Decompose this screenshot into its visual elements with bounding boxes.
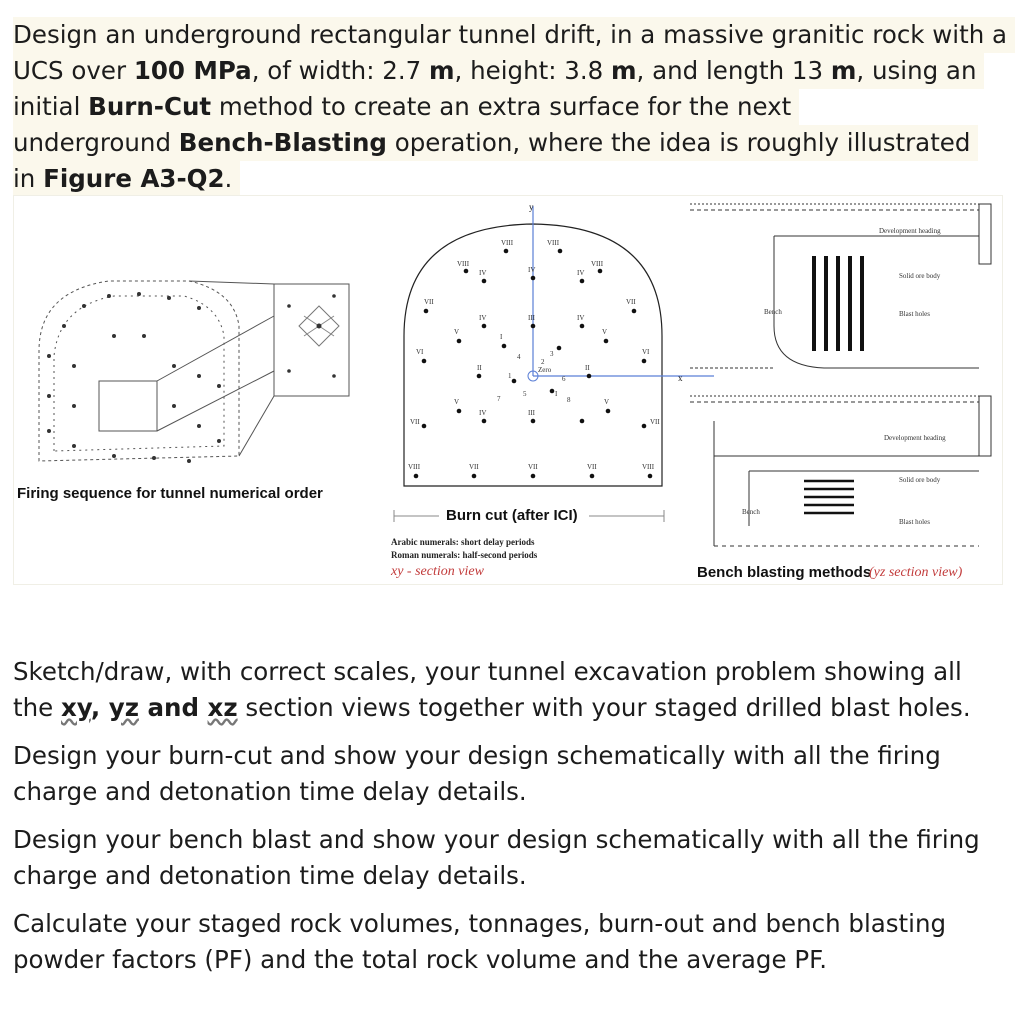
svg-text:IV: IV (479, 409, 487, 417)
svg-text:IV: IV (577, 314, 585, 322)
left-caption: Firing sequence for tunnel numerical order (17, 485, 323, 502)
svg-text:VII: VII (587, 463, 597, 471)
intro-line-3: initial Burn-Cut method to create an extra surface for the next (13, 89, 799, 125)
svg-text:8: 8 (567, 396, 571, 404)
right-caption: Bench blasting methods (697, 564, 872, 581)
svg-text:IV: IV (528, 266, 536, 274)
svg-text:4: 4 (517, 353, 521, 361)
svg-text:VIII: VIII (591, 260, 604, 268)
zero-label: Zero (538, 366, 552, 374)
svg-text:V: V (604, 398, 610, 406)
svg-text:I: I (500, 333, 503, 341)
bench-label-1: Bench (764, 308, 782, 316)
svg-text:III: III (528, 409, 535, 417)
svg-text:IV: IV (577, 269, 585, 277)
svg-text:II: II (585, 364, 590, 372)
legend-roman: Roman numerals: half-second periods (391, 550, 538, 560)
question-4: Calculate your staged rock volumes, tonnages, burn-out and bench blasting powder factors (PF) and the total rock volume and the average PF. (13, 909, 947, 974)
svg-text:VII: VII (528, 463, 538, 471)
axis-y-label: y (529, 202, 534, 212)
question-1: Sketch/draw, with correct scales, your tunnel excavation problem showing all the xy, yz and xz section views together with your staged drilled blast holes. (13, 657, 971, 722)
svg-text:V: V (454, 328, 460, 336)
svg-text:VII: VII (650, 418, 660, 426)
svg-text:2: 2 (541, 358, 545, 366)
svg-text:VII: VII (410, 418, 420, 426)
svg-text:VIII: VIII (547, 239, 560, 247)
mid-caption: Burn cut (after ICI) (446, 507, 578, 524)
firing-sequence-sketch (39, 281, 349, 461)
intro-line-1: Design an underground rectangular tunnel drift, in a massive granitic rock with a (13, 17, 1015, 53)
blast-holes-label-1: Blast holes (899, 310, 930, 318)
svg-text:VIII: VIII (457, 260, 470, 268)
arabic-numeral-labels (497, 350, 571, 404)
svg-text:3: 3 (550, 350, 554, 358)
dev-heading-label-1: Development heading (879, 227, 941, 235)
svg-text:7: 7 (497, 395, 501, 403)
svg-text:VII: VII (469, 463, 479, 471)
dev-heading-label-2: Development heading (884, 434, 946, 442)
intro-paragraph (13, 17, 1008, 197)
burn-cut-diagram (390, 202, 714, 579)
solid-ore-label-2: Solid ore body (899, 476, 941, 484)
svg-text:VII: VII (424, 298, 434, 306)
svg-text:V: V (454, 398, 460, 406)
svg-text:II: II (477, 364, 482, 372)
svg-text:VI: VI (416, 348, 424, 356)
figure-a3-q2 (13, 195, 1003, 585)
questions-list (13, 654, 1003, 990)
svg-text:VIII: VIII (408, 463, 421, 471)
svg-text:III: III (528, 314, 535, 322)
svg-text:VII: VII (626, 298, 636, 306)
legend-arabic: Arabic numerals: short delay periods (391, 537, 535, 547)
svg-text:VI: VI (642, 348, 650, 356)
svg-text:1: 1 (508, 372, 512, 380)
svg-text:6: 6 (562, 375, 566, 383)
figure-drawing (14, 196, 1004, 586)
svg-text:V: V (602, 328, 608, 336)
yz-section-label: (yz section view) (869, 565, 963, 580)
svg-text:IV: IV (479, 269, 487, 277)
solid-ore-label-1: Solid ore body (899, 272, 941, 280)
svg-text:IV: IV (479, 314, 487, 322)
svg-text:I: I (555, 390, 558, 398)
question-3: Design your bench blast and show your design schematically with all the firing charge and detonation time delay details. (13, 825, 980, 890)
svg-text:VIII: VIII (501, 239, 514, 247)
firing-sequence-holes (47, 292, 336, 463)
bench-blasting-diagram (689, 204, 991, 546)
blast-holes-label-2: Blast holes (899, 518, 930, 526)
bench-label-2: Bench (742, 508, 760, 516)
svg-text:5: 5 (523, 390, 527, 398)
axis-x-label: x (678, 373, 683, 383)
question-2: Design your burn-cut and show your design schematically with all the firing charge and detonation time delay details. (13, 741, 941, 806)
svg-text:VIII: VIII (642, 463, 655, 471)
xy-section-label: xy - section view (391, 564, 484, 579)
intro-line-5: in Figure A3-Q2. (13, 161, 240, 197)
intro-line-2: UCS over 100 MPa, of width: 2.7 m, height: 3.8 m, and length 13 m, using an (13, 53, 984, 89)
intro-line-4: underground Bench-Blasting operation, where the idea is roughly illustrated (13, 125, 978, 161)
roman-numeral-labels (408, 239, 660, 471)
